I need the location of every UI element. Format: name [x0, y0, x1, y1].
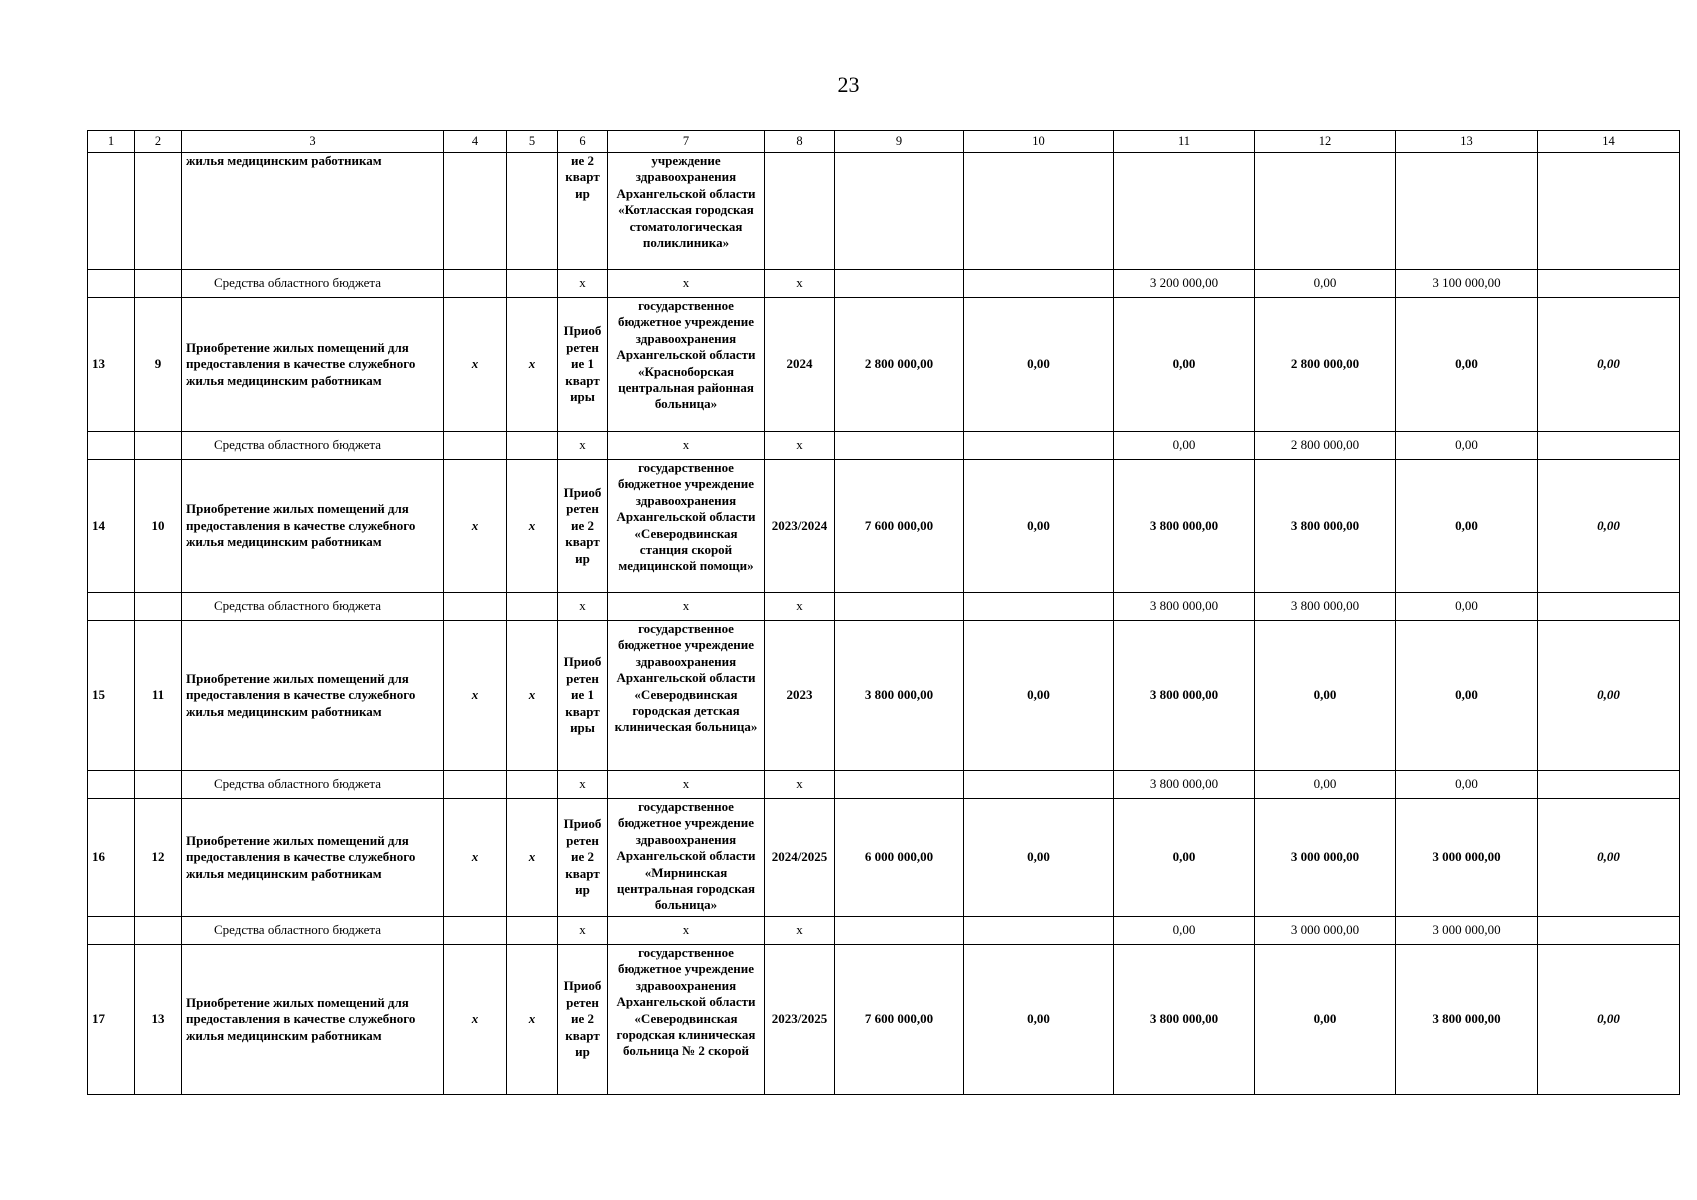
cell: [835, 432, 964, 460]
column-header: 3: [182, 131, 444, 153]
cell: [1396, 153, 1538, 270]
amount-cell: 3 000 000,00: [1255, 799, 1396, 917]
total-amount-cell: 7 600 000,00: [835, 945, 964, 1095]
column-header: 9: [835, 131, 964, 153]
amount-cell: 0,00: [1396, 593, 1538, 621]
cell: [507, 593, 558, 621]
amount-cell: 0,00: [1255, 270, 1396, 298]
amount-cell: 0,00: [1396, 298, 1538, 432]
period-cell: 2023: [765, 621, 835, 771]
project-row: [88, 945, 1680, 1095]
amount-cell: [1538, 771, 1680, 799]
cell: [135, 593, 182, 621]
item-number-cell: 11: [135, 621, 182, 771]
cell: х: [507, 621, 558, 771]
amount-cell: 3 800 000,00: [1114, 621, 1255, 771]
project-name-cell: Приобретение жилых помещений для предоставления в качестве служебного жилья медицинским работникам: [182, 621, 444, 771]
amount-cell: 2 800 000,00: [1255, 298, 1396, 432]
amount-cell: 0,00: [1538, 799, 1680, 917]
cell: [444, 153, 507, 270]
project-name-cell: жилья медицинским работникам: [182, 153, 444, 270]
cell: [88, 771, 135, 799]
column-header: 1: [88, 131, 135, 153]
cell: х: [444, 621, 507, 771]
organization-cell: государственное бюджетное учреждение здравоохранения Архангельской области «Северодвинская городская клиническая больница № 2 скорой: [608, 945, 765, 1095]
cell: [135, 432, 182, 460]
cell: [835, 917, 964, 945]
column-number-row: [88, 131, 1680, 153]
amount-cell: 0,00: [1538, 460, 1680, 593]
amount-cell: 3 800 000,00: [1255, 593, 1396, 621]
amount-cell: 0,00: [964, 945, 1114, 1095]
cell: х: [765, 270, 835, 298]
total-amount-cell: 6 000 000,00: [835, 799, 964, 917]
column-header: 2: [135, 131, 182, 153]
amount-cell: 0,00: [964, 621, 1114, 771]
cell: [964, 153, 1114, 270]
cell: х: [444, 945, 507, 1095]
column-header: 13: [1396, 131, 1538, 153]
funding-source-label: Средства областного бюджета: [182, 270, 444, 298]
cell: х: [765, 771, 835, 799]
amount-cell: 0,00: [964, 460, 1114, 593]
project-name-cell: Приобретение жилых помещений для предоставления в качестве служебного жилья медицинским работникам: [182, 799, 444, 917]
amount-cell: 2 800 000,00: [1255, 432, 1396, 460]
cell: [444, 270, 507, 298]
column-header: 5: [507, 131, 558, 153]
period-cell: 2023/2024: [765, 460, 835, 593]
amount-cell: 3 800 000,00: [1396, 945, 1538, 1095]
cell: х: [608, 917, 765, 945]
column-header: 7: [608, 131, 765, 153]
period-cell: 2024/2025: [765, 799, 835, 917]
cell: [835, 270, 964, 298]
amount-cell: 0,00: [1396, 621, 1538, 771]
cell: [1538, 270, 1680, 298]
cell: [507, 771, 558, 799]
object-cell: Приоб ретен ие 2 кварт ир: [558, 460, 608, 593]
continued-project-row: [88, 153, 1680, 270]
project-name-cell: Приобретение жилых помещений для предоставления в качестве служебного жилья медицинским работникам: [182, 298, 444, 432]
cell: [1114, 153, 1255, 270]
amount-cell: 3 800 000,00: [1114, 945, 1255, 1095]
column-header: 14: [1538, 131, 1680, 153]
cell: [964, 432, 1114, 460]
cell: х: [558, 432, 608, 460]
amount-cell: 0,00: [1396, 432, 1538, 460]
cell: [835, 771, 964, 799]
amount-cell: [1538, 432, 1680, 460]
cell: [135, 771, 182, 799]
object-cell: Приоб ретен ие 1 кварт иры: [558, 298, 608, 432]
cell: [507, 432, 558, 460]
column-header: 10: [964, 131, 1114, 153]
cell: х: [608, 593, 765, 621]
row-number-cell: 14: [88, 460, 135, 593]
project-name-cell: Приобретение жилых помещений для предоставления в качестве служебного жилья медицинским работникам: [182, 460, 444, 593]
amount-cell: 0,00: [964, 298, 1114, 432]
period-cell: 2024: [765, 298, 835, 432]
cell: [835, 153, 964, 270]
total-amount-cell: 7 600 000,00: [835, 460, 964, 593]
cell: х: [558, 593, 608, 621]
object-cell: ие 2 кварт ир: [558, 153, 608, 270]
cell: х: [765, 917, 835, 945]
column-header: 11: [1114, 131, 1255, 153]
cell: х: [608, 771, 765, 799]
cell: [507, 270, 558, 298]
column-header: 6: [558, 131, 608, 153]
cell: [507, 917, 558, 945]
cell: [1255, 153, 1396, 270]
cell: [444, 593, 507, 621]
amount-cell: 0,00: [1114, 799, 1255, 917]
row-number-cell: [88, 153, 135, 270]
row-number-cell: 17: [88, 945, 135, 1095]
amount-cell: 3 800 000,00: [1114, 771, 1255, 799]
amount-cell: 0,00: [1396, 771, 1538, 799]
project-row: [88, 621, 1680, 771]
funding-source-label: Средства областного бюджета: [182, 771, 444, 799]
total-amount-cell: 2 800 000,00: [835, 298, 964, 432]
amount-cell: 0,00: [1538, 945, 1680, 1095]
amount-cell: 0,00: [1255, 945, 1396, 1095]
funding-source-label: Средства областного бюджета: [182, 593, 444, 621]
cell: х: [558, 771, 608, 799]
amount-cell: 3 100 000,00: [1396, 270, 1538, 298]
cell: [964, 917, 1114, 945]
cell: х: [558, 917, 608, 945]
cell: х: [507, 799, 558, 917]
item-number-cell: 10: [135, 460, 182, 593]
cell: [1538, 153, 1680, 270]
cell: [88, 270, 135, 298]
amount-cell: 3 000 000,00: [1396, 799, 1538, 917]
amount-cell: 0,00: [1255, 621, 1396, 771]
amount-cell: [1538, 917, 1680, 945]
cell: [765, 153, 835, 270]
column-header: 8: [765, 131, 835, 153]
amount-cell: 0,00: [1114, 917, 1255, 945]
funding-row: [88, 432, 1680, 460]
amount-cell: 3 800 000,00: [1114, 593, 1255, 621]
cell: х: [507, 945, 558, 1095]
cell: [964, 270, 1114, 298]
funding-row: [88, 593, 1680, 621]
organization-cell: государственное бюджетное учреждение здравоохранения Архангельской области «Северодвинская станция скорой медицинской помощи»: [608, 460, 765, 593]
item-number-cell: 12: [135, 799, 182, 917]
cell: [88, 432, 135, 460]
row-number-cell: 15: [88, 621, 135, 771]
cell: [964, 771, 1114, 799]
organization-cell: государственное бюджетное учреждение здравоохранения Архангельской области «Красноборская центральная районная больница»: [608, 298, 765, 432]
cell: х: [444, 298, 507, 432]
item-number-cell: 13: [135, 945, 182, 1095]
cell: [507, 153, 558, 270]
amount-cell: 3 000 000,00: [1255, 917, 1396, 945]
funding-row: [88, 771, 1680, 799]
funding-source-label: Средства областного бюджета: [182, 917, 444, 945]
cell: [88, 593, 135, 621]
amount-cell: 3 800 000,00: [1114, 460, 1255, 593]
organization-cell: учреждение здравоохранения Архангельской области «Котласская городская стоматологическая поликлиника»: [608, 153, 765, 270]
amount-cell: 3 800 000,00: [1255, 460, 1396, 593]
object-cell: Приоб ретен ие 1 кварт иры: [558, 621, 608, 771]
amount-cell: 0,00: [1396, 460, 1538, 593]
cell: х: [558, 270, 608, 298]
cell: [444, 771, 507, 799]
column-header: 4: [444, 131, 507, 153]
cell: х: [444, 460, 507, 593]
cell: х: [608, 432, 765, 460]
amount-cell: 3 200 000,00: [1114, 270, 1255, 298]
cell: [835, 593, 964, 621]
object-cell: Приоб ретен ие 2 кварт ир: [558, 945, 608, 1095]
amount-cell: 0,00: [1538, 621, 1680, 771]
project-name-cell: Приобретение жилых помещений для предоставления в качестве служебного жилья медицинским работникам: [182, 945, 444, 1095]
page-number: 23: [837, 72, 860, 97]
amount-cell: 0,00: [964, 799, 1114, 917]
amount-cell: 0,00: [1255, 771, 1396, 799]
item-number-cell: 9: [135, 298, 182, 432]
funding-source-label: Средства областного бюджета: [182, 432, 444, 460]
amount-cell: 0,00: [1538, 298, 1680, 432]
project-row: [88, 460, 1680, 593]
amount-cell: 0,00: [1114, 298, 1255, 432]
cell: х: [765, 432, 835, 460]
funding-row: [88, 270, 1680, 298]
cell: [964, 593, 1114, 621]
item-number-cell: [135, 153, 182, 270]
cell: х: [765, 593, 835, 621]
object-cell: Приоб ретен ие 2 кварт ир: [558, 799, 608, 917]
cell: х: [608, 270, 765, 298]
cell: [444, 917, 507, 945]
project-row: [88, 298, 1680, 432]
budget-table: [87, 130, 1680, 1095]
project-row: [88, 799, 1680, 917]
cell: [135, 917, 182, 945]
period-cell: 2023/2025: [765, 945, 835, 1095]
amount-cell: 0,00: [1114, 432, 1255, 460]
cell: х: [507, 460, 558, 593]
funding-row: [88, 917, 1680, 945]
cell: [135, 270, 182, 298]
total-amount-cell: 3 800 000,00: [835, 621, 964, 771]
cell: х: [444, 799, 507, 917]
cell: [444, 432, 507, 460]
cell: [88, 917, 135, 945]
row-number-cell: 16: [88, 799, 135, 917]
row-number-cell: 13: [88, 298, 135, 432]
organization-cell: государственное бюджетное учреждение здравоохранения Архангельской области «Мирнинская центральная городская больница»: [608, 799, 765, 917]
amount-cell: 3 000 000,00: [1396, 917, 1538, 945]
cell: х: [507, 298, 558, 432]
amount-cell: [1538, 593, 1680, 621]
organization-cell: государственное бюджетное учреждение здравоохранения Архангельской области «Северодвинская городская детская клиническая больница»: [608, 621, 765, 771]
column-header: 12: [1255, 131, 1396, 153]
